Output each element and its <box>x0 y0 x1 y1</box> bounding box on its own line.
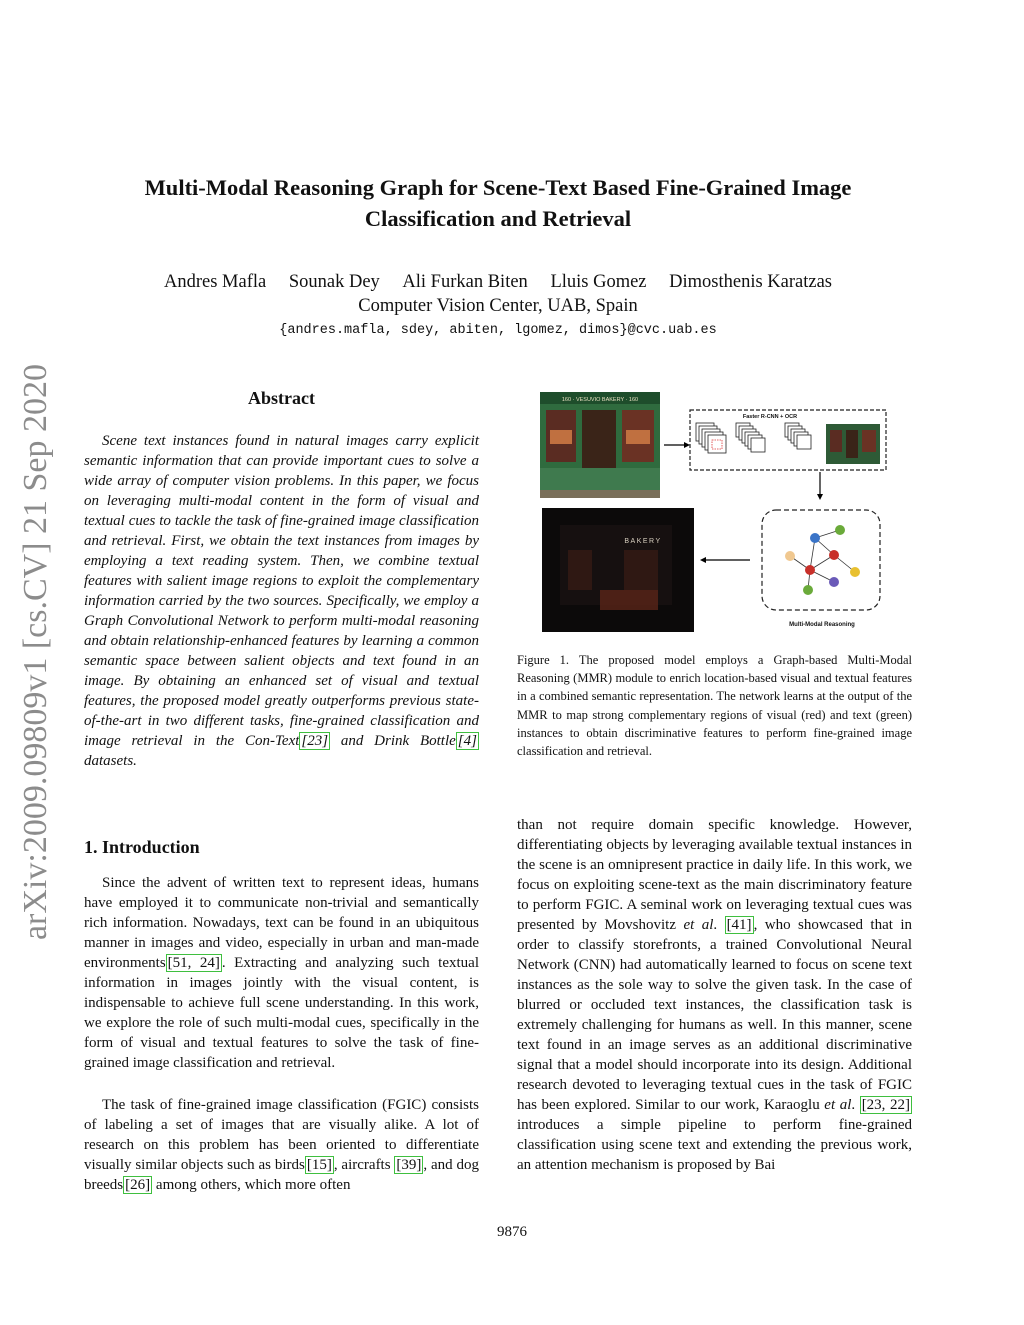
detector-label: Faster R-CNN + OCR <box>742 414 798 420</box>
author-name: Andres Mafla <box>163 272 267 292</box>
abstract-text: datasets. <box>84 753 137 769</box>
abstract-text: Scene text instances found in natural images carry explicit semantic information that can provide important cues to solve a wide array of computer vision problems. In this paper, we focus on leveraging multi-modal content in the form of visual and textual cues to tackle the task of fine-grained image classification and retrieval. First, we obtain the text instances from images by employing a text reading system. Then, we combine textual features with salient image regions to exploit the complementary information carried by the two sources. Specifically, we employ a Graph Convolutional Network to perform multi-modal reasoning and obtain relationship-enhanced features by learning a common semantic space between salient objects and text found in an image. By obtaining an enhanced set of visual and textual features, the proposed model greatly outperforms previous state-of-the-art in two different tasks, fine-grained classification and image retrieval in the Con-Text <box>84 433 479 749</box>
paragraph-text: Since the advent of written text to represent ideas, humans have employed it to communicate non-trivial and semantically rich information. Nowadays, text can be found in an ubiquitous manner in images and video, especially in urban and man-made environments <box>84 875 479 971</box>
author-name: Dimosthenis Karatzas <box>669 272 833 292</box>
citation-link[interactable]: [41] <box>726 917 752 933</box>
citation-link[interactable]: [26] <box>125 1177 151 1193</box>
bakery-sign-text: BAKERY <box>624 538 662 545</box>
citation-link[interactable]: [51, 24] <box>167 955 220 971</box>
intro-paragraph-2 <box>84 1095 479 1195</box>
paragraph-text: than not require domain specific knowledge. However, differentiating objects by leveraging available textual instances in the scene is an omnipresent practice in daily life. In this work, we focus on exploiting scene-text as the main discriminatory feature to perform FGIC. A seminal work on leveraging textual cues was presented by Movshovitz <box>517 817 912 933</box>
citation-link[interactable]: [23] <box>301 733 329 749</box>
author-name: Sounak Dey <box>288 272 380 292</box>
citation-link[interactable]: [23, 22] <box>861 1097 910 1113</box>
figure-1 <box>540 390 890 640</box>
citation-link[interactable]: [4] <box>457 733 477 749</box>
author-emails: {andres.mafla, sdey, abiten, lgomez, dimos}@cvc.uab.es <box>279 323 717 338</box>
citation-link[interactable]: [15] <box>306 1157 332 1173</box>
paragraph-text: . Extracting and analyzing such textual information in images jointly with the visual content, is indispensable to achieve full scene understanding. In this work, we explore the role of such multi-modal cues, specifically in the form of visual and textual features to solve the task of fine-grained image classification and retrieval. <box>84 955 479 1071</box>
paragraph-text: , who showcased that in order to classify storefronts, a trained Convolutional Neural Network (CNN) had automatically learned to focus on scene text instances as the sole way to solve the given task. In the case of blurred or occluded text instances, the classification task is extremely challenging for humans as well. In this manner, scene text found in an image serves as an additional discriminative signal that a model should incorporate into its design. Additional research devoted to leveraging textual cues in the task of FGIC has been explored. Similar to our work, Karaoglu <box>517 917 913 1113</box>
reasoning-label: Multi-Modal Reasoning <box>789 622 855 628</box>
citation-link[interactable]: [39] <box>396 1157 422 1173</box>
figure-1-diagram <box>540 390 890 640</box>
arxiv-identifier: arXiv:2009.09809v1 [cs.CV] 21 Sep 2020 <box>17 363 54 941</box>
paper-title: Multi-Modal Reasoning Graph for Scene-Text Based Fine-Grained Image Classification and Retrieval <box>144 175 852 231</box>
paragraph-text: , aircrafts <box>333 1157 395 1173</box>
affiliation: Computer Vision Center, UAB, Spain <box>358 296 638 316</box>
paragraph-text: The task of fine-grained image classification (FGIC) consists of labeling a set of images that are visually alike. A lot of research on this problem has been oriented to differentiate visually similar objects such as birds <box>84 1097 479 1173</box>
paragraph-text: introduces a simple pipeline to perform fine-grained classification using scene text and extending the previous work, an attention mechanism is proposed by Bai <box>517 1117 912 1173</box>
paragraph-text: among others, which more often <box>152 1177 351 1193</box>
intro-paragraph-1 <box>84 873 479 1073</box>
storefront-photo <box>540 392 660 498</box>
paragraph-text: . <box>851 1097 860 1113</box>
paragraph-text: , and dog breeds <box>84 1157 479 1193</box>
storefront-sign-text: 160 · VESUVIO BAKERY · 160 <box>561 397 639 403</box>
author-name: Ali Furkan Biten <box>402 272 528 292</box>
paragraph-text: . <box>713 917 725 933</box>
section-heading-introduction: 1. Introduction <box>84 837 200 857</box>
intro-right-column <box>517 815 912 1175</box>
abstract-text: and Drink Bottle <box>330 733 456 749</box>
et-al: et al <box>683 917 714 933</box>
page-number: 9876 <box>497 1224 527 1240</box>
author-list <box>80 270 916 294</box>
author-name: Lluis Gomez <box>550 272 647 292</box>
reasoning-graph <box>762 510 880 628</box>
figure-caption: Figure 1. The proposed model employs a Graph-based Multi-Modal Reasoning (MMR) module to enrich location-based visual and textual features in a combined semantic representation. The network learns at the output of the MMR to map strong complementary regions of visual (red) and text (green) instances to obtain discriminative features to perform fine-grained image classification and retrieval. <box>517 653 912 759</box>
detector-module <box>690 410 886 470</box>
abstract-body <box>84 431 479 771</box>
abstract-heading: Abstract <box>248 388 315 408</box>
et-al: et al <box>824 1097 852 1113</box>
retrieved-bakery-photo <box>542 508 694 632</box>
